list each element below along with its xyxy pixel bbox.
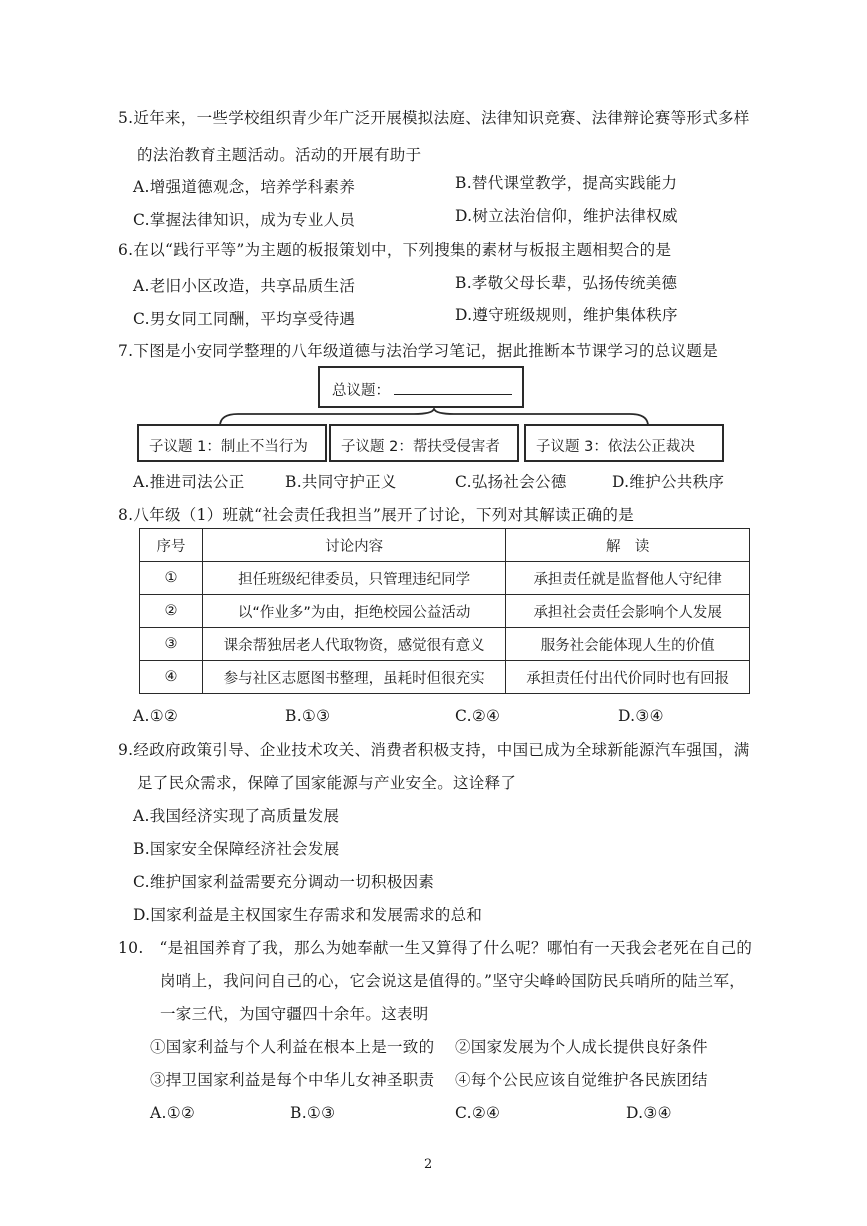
main-topic-label: 总议题： (332, 383, 390, 399)
row-content: 担任班级纪律委员，只管理违纪同学 (202, 562, 505, 595)
table-row (140, 628, 750, 661)
main-topic-box (318, 366, 524, 408)
row-interpretation: 承担责任就是监督他人守纪律 (506, 562, 750, 595)
row-content: 课余帮独居老人代取物资，感觉很有意义 (202, 628, 505, 661)
q5-option-c: C.掌握法律知识，成为专业人员 (133, 211, 356, 229)
q9-option-a: A.我国经济实现了高质量发展 (133, 807, 340, 825)
discussion-table (139, 528, 750, 694)
header-interpretation: 解 读 (506, 529, 750, 562)
q6-option-a: A.老旧小区改造，共享品质生活 (133, 277, 356, 295)
q10-stem-line1: 10. “是祖国养育了我，那么为她奉献一生又算得了什么呢？哪怕有一天我会老死在自己的 (118, 939, 753, 957)
q7-option-d: D.维护公共秩序 (612, 473, 725, 491)
sub-topic-1: 子议题 1：制止不当行为 (149, 439, 308, 455)
table-row (140, 595, 750, 628)
q6-option-c: C.男女同工同酬，平均享受待遇 (133, 310, 356, 328)
q7-option-b: B.共同守护正义 (285, 473, 397, 491)
q10-option-c: C.②④ (455, 1104, 501, 1122)
row-content: 参与社区志愿图书整理，虽耗时但很充实 (202, 661, 505, 694)
row-number: ④ (140, 661, 203, 694)
q10-option-a: A.①② (150, 1104, 196, 1122)
q9-option-b: B.国家安全保障经济社会发展 (133, 840, 340, 858)
q6-stem: 6.在以“践行平等”为主题的板报策划中，下列搜集的素材与板报主题相契合的是 (118, 241, 672, 259)
sub-topic-2-box (329, 424, 519, 462)
q9-option-d: D.国家利益是主权国家生存需求和发展需求的总和 (133, 906, 483, 924)
q9-stem-line2: 足了民众需求，保障了国家能源与产业安全。这诠释了 (137, 774, 517, 792)
sub-topic-1-box (137, 424, 327, 462)
sub-topic-2: 子议题 2：帮扶受侵害者 (341, 439, 500, 455)
row-number: ① (140, 562, 203, 595)
q10-option-d: D.③④ (626, 1104, 672, 1122)
main-topic-blank (394, 380, 512, 395)
q10-statement-3: ③捍卫国家利益是每个中华儿女神圣职责 (150, 1071, 435, 1089)
q10-stem-line3: 一家三代，为国守疆四十余年。这表明 (160, 1005, 429, 1023)
q5-stem-line1: 5.近年来，一些学校组织青少年广泛开展模拟法庭、法律知识竞赛、法律辩论赛等形式多样 (118, 109, 750, 127)
row-interpretation: 承担责任付出代价同时也有回报 (506, 661, 750, 694)
row-number: ② (140, 595, 203, 628)
q10-statement-2: ②国家发展为个人成长提供良好条件 (455, 1038, 708, 1056)
q10-statement-1: ①国家利益与个人利益在根本上是一致的 (150, 1038, 435, 1056)
q7-option-c: C.弘扬社会公德 (455, 473, 567, 491)
q10-option-b: B.①③ (290, 1104, 336, 1122)
q9-option-c: C.维护国家利益需要充分调动一切积极因素 (133, 873, 435, 891)
q5-stem-line2: 的法治教育主题活动。活动的开展有助于 (137, 146, 422, 164)
row-number: ③ (140, 628, 203, 661)
q5-option-d: D.树立法治信仰，维护法律权威 (455, 207, 678, 225)
table-row (140, 562, 750, 595)
header-content: 讨论内容 (202, 529, 505, 562)
q10-stem-line2: 岗哨上，我问问自己的心，它会说这是值得的。”坚守尖峰岭国防民兵哨所的陆兰军， (160, 972, 746, 990)
table-header-row (140, 529, 750, 562)
q8-option-c: C.②④ (455, 707, 501, 725)
page-number: 2 (424, 1157, 433, 1172)
row-interpretation: 服务社会能体现人生的价值 (506, 628, 750, 661)
q10-statement-4: ④每个公民应该自觉维护各民族团结 (455, 1071, 708, 1089)
q5-option-b: B.替代课堂教学，提高实践能力 (455, 174, 678, 192)
row-content: 以“作业多”为由，拒绝校园公益活动 (202, 595, 505, 628)
q8-stem: 8.八年级（1）班就“社会责任我担当”展开了讨论，下列对其解读正确的是 (118, 506, 635, 524)
q6-option-d: D.遵守班级规则，维护集体秩序 (455, 306, 678, 324)
table-row (140, 661, 750, 694)
q9-stem-line1: 9.经政府政策引导、企业技术攻关、消费者积极支持，中国已成为全球新能源汽车强国，满 (118, 741, 750, 759)
q7-option-a: A.推进司法公正 (133, 473, 245, 491)
q8-option-a: A.①② (133, 707, 179, 725)
q7-stem: 7.下图是小安同学整理的八年级道德与法治学习笔记，据此推断本节课学习的总议题是 (118, 342, 718, 360)
q8-option-d: D.③④ (618, 707, 664, 725)
q5-option-a: A.增强道德观念，培养学科素养 (133, 178, 356, 196)
row-interpretation: 承担社会责任会影响个人发展 (506, 595, 750, 628)
sub-topic-3-box (524, 424, 724, 462)
header-no: 序号 (140, 529, 203, 562)
q8-option-b: B.①③ (285, 707, 331, 725)
q6-option-b: B.孝敬父母长辈，弘扬传统美德 (455, 274, 678, 292)
sub-topic-3: 子议题 3：依法公正裁决 (536, 439, 695, 455)
